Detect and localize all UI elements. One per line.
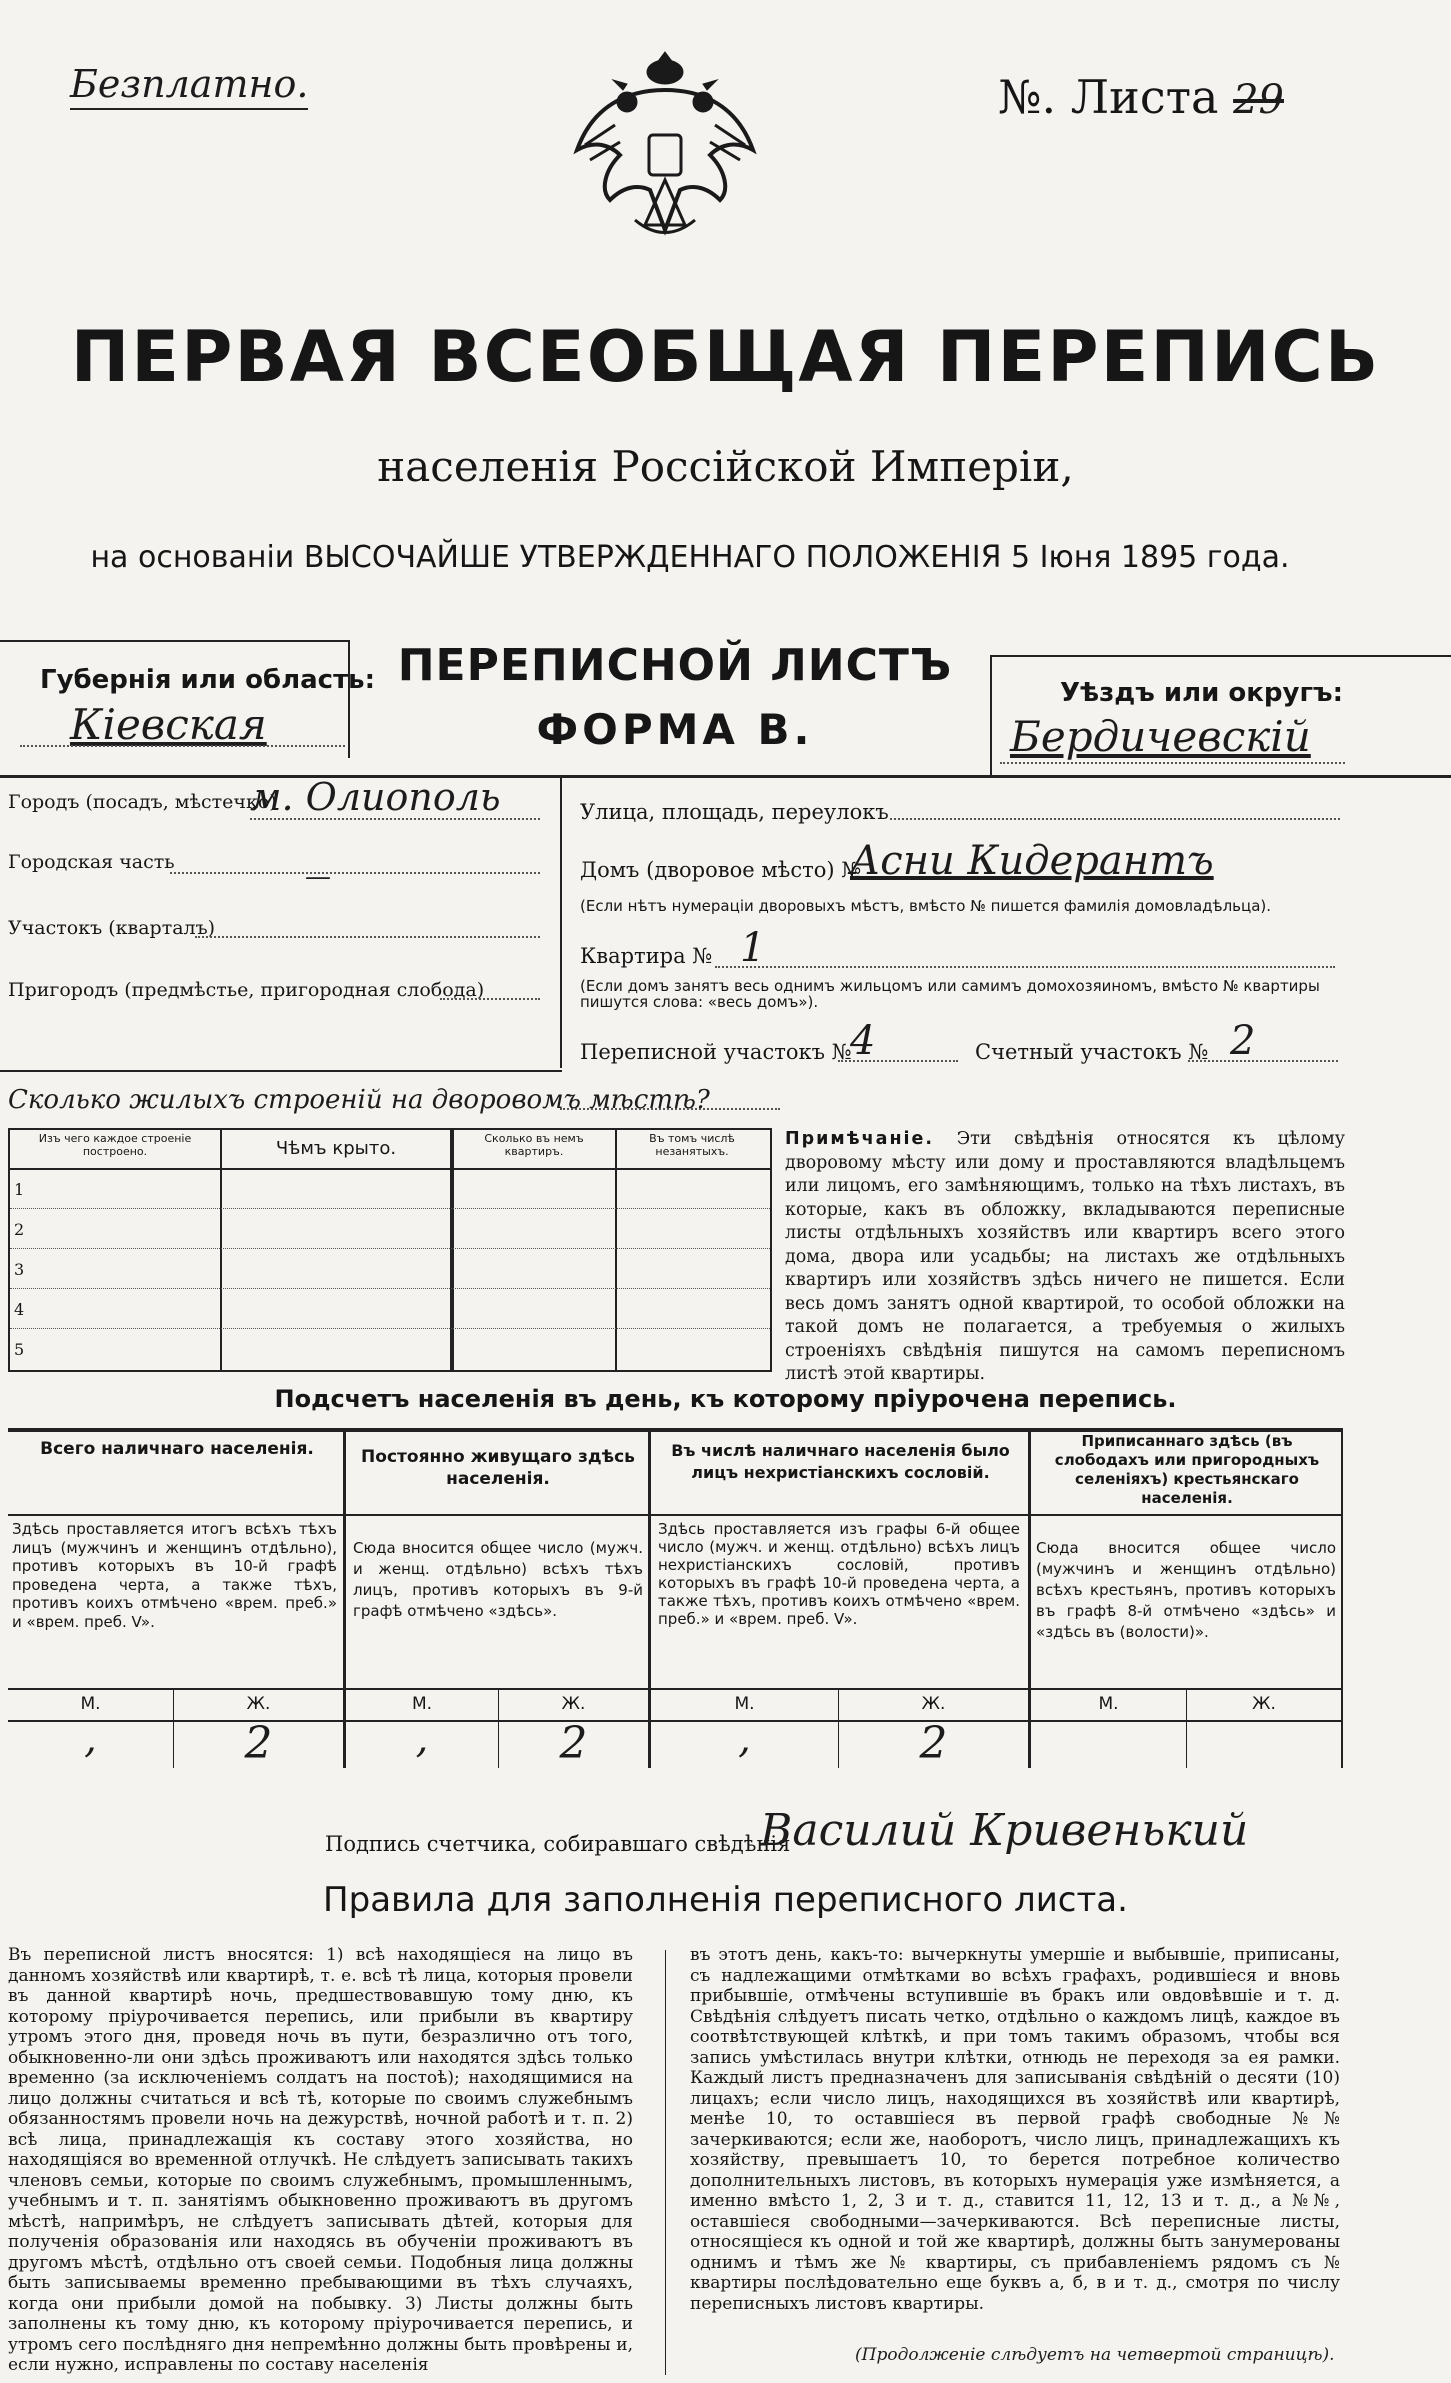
- rules-left-column: Въ переписной листъ вносятся: 1) всѣ находящіеся на лицо въ данномъ хозяйствѣ или квартирѣ, т. е. всѣ тѣ лица, которыя провели въ данной квартирѣ ночь, предшествовавшую тому дню, къ которому пріурочивается перепись, или прибыли въ квартиру утромъ этого дня, проведя ночь въ пути, безразлично отъ того, обыкновенно-ли они здѣсь проживаютъ или находятся здѣсь только временно (за исключеніемъ солдатъ на постоѣ); находящимися на лицо должны считаться и всѣ тѣ, которые по своимъ служебнымъ обязанностямъ провели ночь на дежурствѣ, ночной работѣ и т. п. 2) всѣ лица, принадлежащія къ составу этого хозяйства, но находящіяся во временной отлучкѣ. Не слѣдуетъ записывать такихъ членовъ семьи, которые по своимъ служебнымъ, промышленнымъ, учебнымъ и т. п. занятіямъ обыкновенно проживаютъ въ другомъ мѣстѣ, напримѣръ, не слѣдуетъ записывать дѣтей, которыя для полученія образованія или находясь въ обученіи проживаютъ въ другомъ мѣстѣ, отдѣльно отъ своей семьи. Подобныя лица должны быть записываемы временно пребывающими въ тѣхъ случаяхъ, когда они прибыли домой на побывку. 3) Листы должны быть заполнены къ тому дню, къ которому пріурочивается перепись, и утромъ сего послѣдняго дня непремѣнно должны быть провѣрены и, если нужно, исправлены по составу населенія: [8, 1945, 633, 2375]
- pop-col-1-desc: Здѣсь проставляется итогъ всѣхъ тѣхъ лицъ (мужчинъ и женщинъ отдѣльно), противъ которыхъ въ 10-й графѣ проведена черта, а также тѣхъ, противъ коихъ отмѣчено «врем. преб.» и «врем. преб. V».: [12, 1520, 337, 1631]
- pop-col-4-desc: Сюда вносится общее число (мужчинъ и женщинъ отдѣльно) всѣхъ крестьянъ, противъ которыхъ въ графѣ 8-й отмѣчено «здѣсь» и «здѣсь въ (волости)».: [1036, 1539, 1336, 1641]
- apartment-note: (Если домъ занятъ весь однимъ жильцомъ или самимъ домохозяиномъ, вмѣсто № квартиры пишутся слова: «весь домъ»).: [580, 977, 1320, 1011]
- pop-col-2-m-value: ,: [415, 1716, 429, 1762]
- buildings-col-vacant: Въ томъ числѣ незанятыхъ.: [649, 1132, 735, 1158]
- town-value: м. Олиополь: [250, 775, 501, 819]
- pop-col-2-desc: Сюда вносится общее число (мужч. и женщ. отдѣльно) всѣхъ тѣхъ лицъ, противъ которыхъ въ 9-й графѣ отмѣчено «здѣсь».: [353, 1539, 643, 1620]
- precinct-label: Участокъ (кварталъ): [8, 917, 216, 939]
- house-note: (Если нѣтъ нумераціи дворовыхъ мѣстъ, вмѣсто № пишется фамилія домовладѣльца).: [580, 897, 1272, 915]
- buildings-col-material: Изъ чего каждое строеніе построено.: [38, 1132, 192, 1158]
- pop-col-3-m-label: М.: [734, 1694, 755, 1714]
- sheet-title: ПЕРЕПИСНОЙ ЛИСТЪ: [397, 640, 953, 691]
- free-label: Безплатно.: [70, 62, 309, 106]
- rules-right-column: въ этотъ день, какъ-то: вычеркнуты умершіе и выбывшіе, приписаны, съ надлежащими отмѣтками во всѣхъ графахъ, родившіеся и вновь прибывшіе, отмѣчены вступившіе въ бракъ или овдовѣвшіе и т. д. Свѣдѣнія слѣдуетъ писать четко, отдѣльно о каждомъ лицѣ, каждое въ соотвѣтствующей клѣткѣ, и при томъ такимъ образомъ, чтобы вся запись умѣстилась внутри клѣтки, отнюдь не переходя за ея рамки. Каждый листъ предназначенъ для записыванія свѣдѣній о десяти (10) лицахъ; если число лицъ, находящихся въ хозяйствѣ или квартирѣ, менѣе 10, то оставшіеся въ первой графѣ свободные №№ зачеркиваются; если же, наоборотъ, число лицъ, принадлежащихъ къ хозяйству, превышаетъ 10, то берется потребное количество дополнительныхъ листовъ, въ которыхъ нумерація уже измѣняется, а именно вмѣсто 1, 2, 3 и т. д., ставится 11, 12, 13 и т. д., а №№, оставшіеся свободными—зачеркиваются. Всѣ переписные листы, относящіеся къ одной и той же квартирѣ, должны быть занумерованы однимъ и тѣмъ же № квартиры, съ прибавленіемъ рядомъ съ № квартиры послѣдовательно еще буквъ а, б, в и т. д., смотря по числу переписныхъ листовъ квартиры.: [690, 1945, 1340, 2314]
- imperial-eagle-emblem: [565, 50, 765, 250]
- pop-col-1-head: Всего наличнаго населенія.: [40, 1439, 314, 1459]
- buildings-question: Сколько жилыхъ строеній на дворовомъ мѣстѣ?: [8, 1085, 710, 1115]
- province-label: Губернія или область:: [40, 665, 375, 695]
- pop-col-3-f-value: 2: [919, 1718, 948, 1769]
- pop-col-3-m-value: ,: [738, 1716, 751, 1762]
- pop-col-1-m-value: ,: [84, 1716, 97, 1762]
- buildings-table: [8, 1128, 772, 1372]
- buildings-row-3: 3: [14, 1260, 25, 1279]
- town-part-value: —: [305, 862, 331, 892]
- pop-col-2-head: Постоянно живущаго здѣсь населенія.: [361, 1447, 635, 1489]
- pop-col-3-head: Въ числѣ наличнаго населенія было лицъ нехристіанскихъ сословій.: [671, 1441, 1010, 1482]
- census-section-label: Переписной участокъ №: [580, 1040, 852, 1064]
- town-label: Городъ (посадъ, мѣстечко): [8, 791, 277, 813]
- street-label: Улица, площадь, переулокъ: [580, 800, 889, 824]
- pop-col-3-desc: Здѣсь проставляется изъ графы 6-й общее число (мужч. и женщ. отдѣльно) всѣхъ лицъ нехристіанскихъ сословій, противъ которыхъ въ графѣ 10-й проведена черта, а также тѣхъ, противъ коихъ отмѣчено «врем. преб.» и «врем. преб. V».: [658, 1520, 1020, 1628]
- count-section-label: Счетный участокъ №: [975, 1040, 1209, 1064]
- sheet-number-value: 29: [1233, 77, 1284, 123]
- signature-label: Подпись счетчика, собиравшаго свѣдѣнія: [325, 1832, 791, 1856]
- signature-value: Василий Кривенький: [760, 1805, 1249, 1856]
- pop-col-2-m-label: М.: [411, 1694, 433, 1714]
- rules-title: Правила для заполненія переписного листа.: [323, 1880, 1128, 1920]
- buildings-col-apartments: Сколько въ немъ квартиръ.: [484, 1132, 584, 1158]
- apartment-value: 1: [740, 925, 766, 971]
- buildings-row-4: 4: [14, 1300, 25, 1319]
- suburb-label: Пригородъ (предмѣстье, пригородная слобода): [8, 979, 485, 1001]
- pop-col-2-f-value: 2: [559, 1718, 588, 1769]
- sheet-number: [998, 70, 1284, 124]
- town-part-label: Городская часть: [8, 851, 175, 873]
- pop-col-4-m-label: М.: [1098, 1694, 1119, 1714]
- pop-col-1-f-value: 2: [244, 1718, 273, 1769]
- form-title: ФОРМА В.: [536, 705, 814, 754]
- pop-col-4-head: Приписаннаго здѣсь (въ слободахъ или пригородныхъ селеніяхъ) крестьянскаго населенія.: [1054, 1432, 1320, 1507]
- pop-col-4-f-label: Ж.: [1252, 1694, 1276, 1714]
- buildings-row-1: 1: [14, 1180, 25, 1199]
- buildings-row-5: 5: [14, 1340, 25, 1359]
- population-table: [8, 1428, 1343, 1768]
- buildings-row-2: 2: [14, 1220, 25, 1239]
- count-section-value: 2: [1230, 1018, 1256, 1064]
- note-text: Эти свѣдѣнія относятся къ цѣлому дворовому мѣсту или дому и проставляются владѣльцемъ или лицомъ, его замѣняющимъ, только на тѣхъ листахъ, въ которые, какъ въ обложку, вкладываются переписные листы отдѣльныхъ хозяйствъ или квартиръ всего этого дома, двора или усадьбы; на листахъ же отдѣльныхъ квартиръ или хозяйствъ здѣсь ничего не пишется. Если весь домъ занятъ одной квартирой, то особой обложки на такой домъ не полагается, а требуемыя о жилыхъ строеніяхъ свѣдѣнія пишутся на самомъ переписномъ листѣ этой квартиры.: [785, 1129, 1345, 1384]
- apartment-label: Квартира №: [580, 944, 713, 968]
- note-block: [785, 1128, 1345, 1387]
- pop-col-3-f-label: Ж.: [921, 1694, 946, 1714]
- district-value: Бердичевскій: [1010, 712, 1311, 761]
- rules-continued: (Продолженіе слѣдуетъ на четвертой страницѣ).: [855, 2345, 1335, 2365]
- district-label: Уѣздъ или округъ:: [1060, 678, 1343, 708]
- note-label: Примѣчаніе.: [785, 1129, 935, 1149]
- province-value: Кіевская: [70, 700, 267, 749]
- page-subtitle: населенія Россійской Имперіи,: [377, 442, 1074, 491]
- buildings-col-roof: Чѣмъ крыто.: [275, 1138, 397, 1159]
- house-value: Асни Кидерантъ: [850, 838, 1214, 884]
- house-label: Домъ (дворовое мѣсто) №: [580, 858, 862, 882]
- sheet-number-label: №. Листа: [998, 70, 1219, 124]
- population-title: Подсчетъ населенія въ день, къ которому пріурочена перепись.: [274, 1385, 1177, 1413]
- pop-col-2-f-label: Ж.: [561, 1694, 586, 1714]
- pop-col-1-m-label: М.: [80, 1694, 101, 1714]
- census-section-value: 4: [850, 1018, 876, 1064]
- page-title: ПЕРВАЯ ВСЕОБЩАЯ ПЕРЕПИСЬ: [70, 316, 1381, 398]
- basis-line: на основанiи ВЫСОЧАЙШЕ УТВЕРЖДЕННАГО ПОЛОЖЕНIЯ 5 Iюня 1895 года.: [90, 540, 1290, 575]
- pop-col-1-f-label: Ж.: [246, 1694, 271, 1714]
